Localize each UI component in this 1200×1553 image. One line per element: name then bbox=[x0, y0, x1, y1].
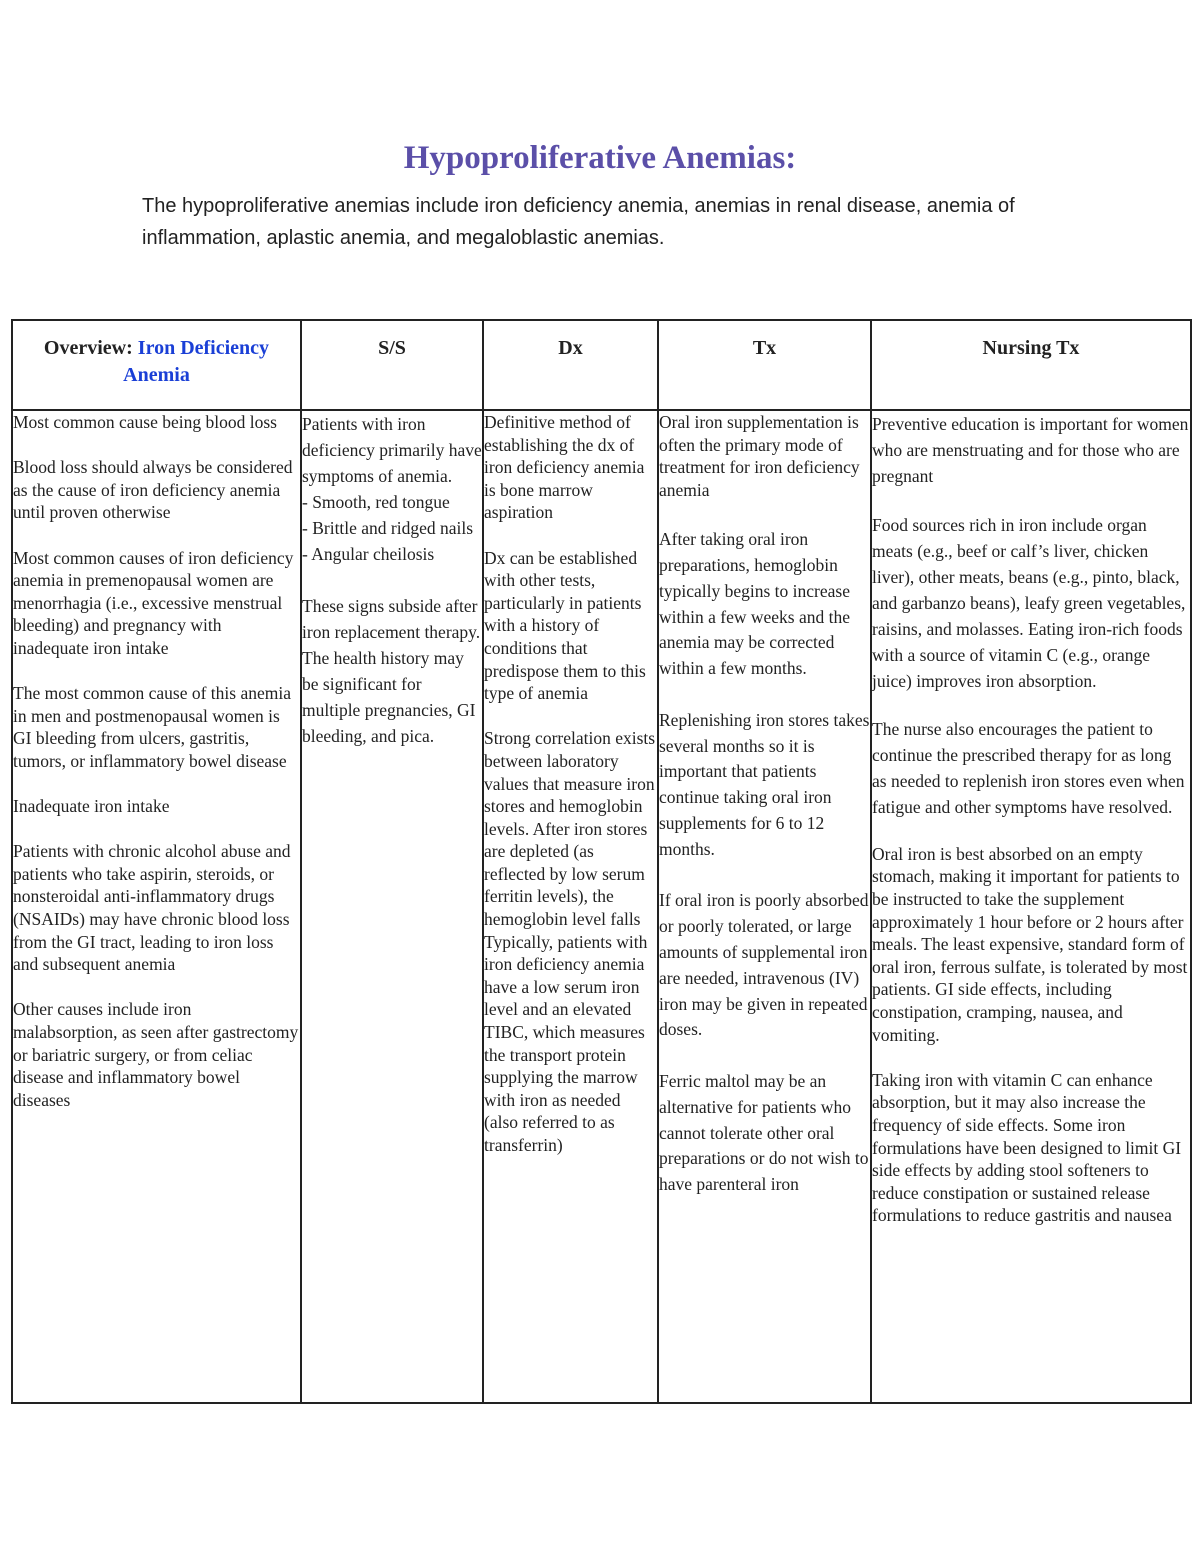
overview-item: Other causes include iron malabsorption, as seen after gastrectomy or bariatric surgery, or from celiac disease and inflammatory bowel diseases bbox=[13, 999, 299, 1110]
ss-closing: These signs subside after iron replacement therapy. The health history may be significant for multiple pregnancies, GI bleeding, and pica. bbox=[302, 596, 481, 746]
ss-intro: Patients with iron deficiency primarily have symptoms of anemia. bbox=[302, 414, 482, 486]
header-tx: Tx bbox=[658, 320, 871, 410]
tx-item: After taking oral iron preparations, hemoglobin typically begins to increase within a few weeks and the anemia may be corrected within a few months. bbox=[659, 529, 850, 679]
header-overview-topic: Iron Deficiency Anemia bbox=[123, 337, 270, 386]
header-ss: S/S bbox=[301, 320, 483, 410]
header-dx: Dx bbox=[483, 320, 658, 410]
ss-item: - Angular cheilosis bbox=[302, 544, 435, 564]
overview-item: Inadequate iron intake bbox=[13, 796, 170, 817]
dx-item: Definitive method of establishing the dx of iron deficiency anemia is bone marrow aspiration bbox=[484, 412, 645, 523]
tx-item: Replenishing iron stores takes several months so it is important that patients continue taking oral iron supplements for 6 to 12 months. bbox=[659, 709, 870, 859]
nursing-item: Taking iron with vitamin C can enhance absorption, but it may also increase the frequency of side effects. Some iron formulations have been designed to limit GI side effects by adding stool softeners to reduce constipation or sustained release formulations to reduce gastritis and nausea bbox=[872, 1069, 1182, 1226]
tx-cell bbox=[658, 410, 871, 1403]
table-header-row bbox=[12, 320, 1191, 410]
page-title: Hypoproliferative Anemias: bbox=[403, 140, 797, 176]
overview-item: The most common cause of this anemia in men and postmenopausal women is GI bleeding from ulcers, gastritis, tumors, or inflammatory bowel disease bbox=[13, 683, 291, 771]
header-overview bbox=[12, 320, 301, 410]
ss-cell bbox=[301, 410, 483, 1403]
ss-item: - Smooth, red tongue bbox=[302, 492, 450, 512]
overview-cell bbox=[12, 410, 301, 1403]
iron-deficiency-table bbox=[11, 319, 1192, 1404]
nursing-item: Preventive education is important for women who are menstruating and for those who are pregnant bbox=[872, 414, 1189, 486]
dx-item: Typically, patients with iron deficiency anemia have a low serum iron level and an elevated TIBC, which measures the transport protein supplying the marrow with iron as needed (also referred to as transferrin) bbox=[484, 931, 648, 1155]
overview-item: Blood loss should always be considered as the cause of iron deficiency anemia until proven otherwise bbox=[13, 457, 293, 523]
tx-item: Oral iron supplementation is often the primary mode of treatment for iron deficiency anemia bbox=[659, 412, 860, 500]
header-nursing-tx: Nursing Tx bbox=[871, 320, 1191, 410]
header-overview-prefix: Overview: bbox=[43, 337, 138, 359]
intro-paragraph: The hypoproliferative anemias include iron deficiency anemia, anemias in renal disease, anemia of inflammation, aplastic anemia, and megaloblastic anemias. bbox=[142, 195, 1015, 249]
ss-item: - Brittle and ridged nails bbox=[302, 518, 474, 538]
tx-item: If oral iron is poorly absorbed or poorly tolerated, or large amounts of supplemental iron are needed, intravenous (IV) iron may be given in repeated doses. bbox=[659, 890, 869, 1040]
overview-item: Most common causes of iron deficiency anemia in premenopausal women are menorrhagia (i.e., excessive menstrual bleeding) and pregnancy with inadequate iron intake bbox=[13, 547, 294, 658]
nursing-item: Food sources rich in iron include organ meats (e.g., beef or calf’s liver, chicken liver), other meats, beans (e.g., pinto, black, and garbanzo beans), leafy green vegetables, raisins, and molasses. Eating iron-rich foods with a source of vitamin C (e.g., orange juice) improves iron absorption. bbox=[872, 514, 1186, 691]
dx-cell bbox=[483, 410, 658, 1403]
overview-item: Patients with chronic alcohol abuse and patients who take aspirin, steroids, or nonsteroidal anti-inflammatory drugs (NSAIDs) may have chronic blood loss from the GI tract, leading to iron loss and subsequent anemia bbox=[13, 841, 291, 975]
nursing-tx-cell bbox=[871, 410, 1191, 1403]
table-body-row bbox=[12, 410, 1191, 1403]
dx-item: Dx can be established with other tests, particularly in patients with a history of conditions that predispose them to this type of anemia bbox=[484, 547, 646, 704]
tx-item: Ferric maltol may be an alternative for patients who cannot tolerate other oral preparations or do not wish to have parenteral iron bbox=[659, 1070, 869, 1195]
nursing-item: The nurse also encourages the patient to continue the prescribed therapy for as long as needed to replenish iron stores even when fatigue and other symptoms have resolved. bbox=[872, 719, 1185, 818]
nursing-item: Oral iron is best absorbed on an empty stomach, making it important for patients to be instructed to take the supplement approximately 1 hour before or 2 hours after meals. The least expensive, standard form of oral iron, ferrous sulfate, is tolerated by most patients. GI side effects, including constipation, cramping, nausea, and vomiting. bbox=[872, 843, 1188, 1045]
dx-item: Strong correlation exists between laboratory values that measure iron stores and hemoglobin levels. After iron stores are depleted (as reflected by low serum ferritin levels), the hemoglobin level falls bbox=[484, 728, 656, 930]
overview-item: Most common cause being blood loss bbox=[13, 412, 277, 432]
